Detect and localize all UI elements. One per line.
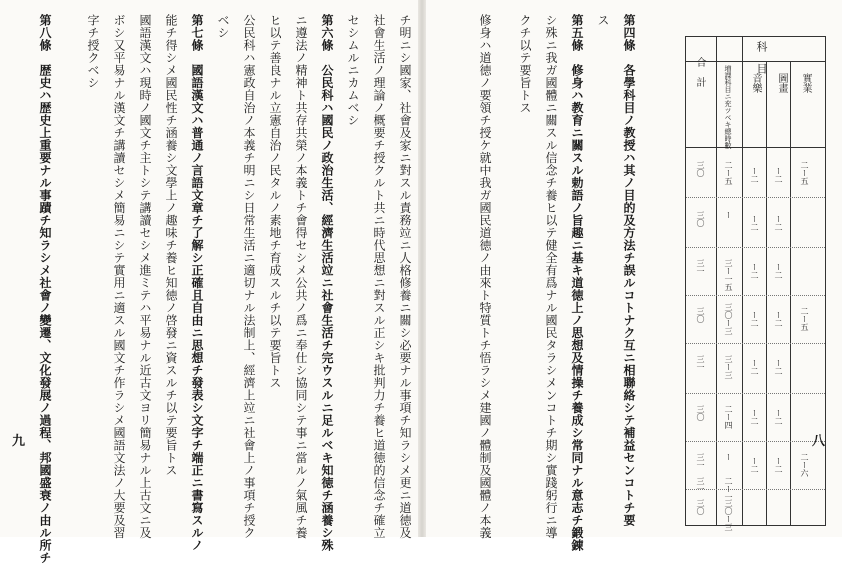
zuga-cell: ー二: [774, 457, 783, 473]
book-gutter: [418, 0, 426, 537]
left-col-10: 能チ得シメ國民性チ涵養シ文學上ノ趣味チ養ヒ知徳ノ啓發ニ資スルチ以テ要旨トス: [164, 14, 178, 477]
jitsugyo-cell: 二ー五: [800, 161, 809, 185]
zuga-cell: ー二: [774, 167, 783, 183]
left-col-9: 第七條 國語漢文ハ普通ノ言語文章チ了解シ正確且自由ニ思想チ發表シ文字チ端正ニ書寫スルノ: [190, 14, 204, 552]
zuga-cell: ー二: [774, 311, 783, 327]
ongaku-cell: ー二: [750, 263, 759, 279]
increase-cell: ー: [724, 211, 733, 219]
total-cell: 三一: [696, 477, 705, 493]
table-vline-4: [790, 61, 791, 525]
right-col-2: ス: [596, 14, 610, 27]
right-col-6: 修身ハ道徳ノ要領チ授ケ就中我ガ國民道徳ノ由來ト特質トチ悟ラシメ建國ノ體制及國體ノ本義: [478, 14, 492, 539]
left-col-14: 第八條 歴史ハ歴史上重要ナル事蹟チ知ラシメ社會ノ變遷、文化發展ノ過程、邦國盛衰ノ由ル所チ: [38, 14, 52, 564]
row-sep: [686, 197, 825, 198]
subject-zuga: 圖畫: [776, 73, 787, 93]
total-cell: 三〇: [696, 161, 705, 177]
increase-cell: 二ー五: [724, 161, 733, 185]
right-col-1: 第四條 各學科目ノ教授ハ其ノ目的及方法チ誤ルコトナク互ニ相聯絡シテ補益センコトチ要: [622, 14, 636, 527]
total-cell: 三〇: [696, 307, 705, 323]
ongaku-cell: ー二: [750, 359, 759, 375]
total-cell: 三一: [696, 355, 705, 371]
increase-cell: 二ー四: [724, 405, 733, 429]
row-sep: [686, 295, 825, 296]
right-col-4: シ殊ニ我ガ國體ニ關スル信念チ養ヒ以テ健全有爲ナル國民タラシメンコトチ期シ實踐躬行ニ導: [544, 14, 558, 539]
row-sep: [686, 393, 825, 394]
total-cell: 三〇: [696, 211, 705, 227]
left-col-4: 第六條 公民科ハ國民ノ政治生活、經濟生活竝ニ社會生活チ完ウスルニ足ルベキ知徳チ涵養シ殊: [320, 14, 334, 552]
increase-cell: 三ー一五: [724, 259, 733, 291]
ongaku-cell: ー二: [750, 457, 759, 473]
left-col-2: 社會生活ノ理論ノ概要チ授クルト共ニ時代思想ニ對スル正シキ批判力チ養ヒ道徳的信念チ確立: [372, 14, 386, 539]
left-col-13: 字チ授クベシ: [86, 14, 100, 89]
left-page-number: 九: [12, 434, 26, 449]
left-col-5: ニ遵法ノ精神ト共存共榮ノ本義トチ會得セシメ公共ノ爲ニ奉仕シ協同シテ事ニ當ルノ氣風チ養: [294, 14, 308, 539]
increase-cell: ー: [724, 453, 733, 461]
hours-table: [685, 36, 826, 531]
subject-jitsugyo: 實業: [800, 73, 811, 93]
left-col-12: ボシ又平易ナル漢文チ講讀セシメ簡易ニシテ實用ニ適スル國文チ作ラシメ國語文法ノ大要及習: [112, 14, 126, 539]
ongaku-cell: ー二: [750, 409, 759, 425]
right-page-number: 八: [812, 434, 826, 449]
left-col-8: ベシ: [216, 14, 230, 39]
total-cell: 三一: [696, 453, 705, 469]
total-cell: 三〇: [696, 405, 705, 421]
left-col-7: 公民科ハ憲政自治ノ本義チ明ニシ日常生活ニ適切ナル法制上、經濟上竝ニ社會上ノ事項チ授ク: [242, 14, 256, 539]
total-cell: 三一: [696, 259, 705, 275]
right-col-5: クチ以テ要旨トス: [518, 14, 532, 114]
right-col-3: 第五條 修身ハ教育ニ關スル勅語ノ旨趣ニ基キ道徳上ノ思想及情操チ養成シ常同ナル意志チ鍛錬: [570, 14, 584, 552]
total-cell: 三〇: [696, 499, 705, 515]
jitsugyo-cell: 二ー六: [800, 453, 809, 477]
ongaku-cell: ー二: [750, 167, 759, 183]
left-col-1: チ明ニシ國家、社會及家ニ對スル責務竝ニ人格修養ニ關シ必要ナル事項チ知ラシメ更ニ道徳及: [398, 14, 412, 539]
left-col-11: 國語漢文ハ現時ノ國文チ主トシテ講讀セシメ進ミテハ平易ナル近古文ヨリ簡易ナル上古文ニ及: [138, 14, 152, 539]
increase-hours-label: 増課科目ニ充ツベキ總時數: [724, 65, 732, 149]
table-header-subjects: 科 目: [755, 41, 768, 74]
table-vline-1: [716, 37, 717, 525]
increase-cell: 三〇ー三: [724, 499, 733, 531]
subject-ongaku: 音樂: [750, 73, 761, 93]
row-sep: [686, 343, 825, 344]
ongaku-cell: ー二: [750, 311, 759, 327]
table-vline-3: [766, 61, 767, 525]
left-col-6: ヒ以テ善良ナル立憲自治ノ民タルノ素地チ育成スルチ以テ要旨トス: [268, 14, 282, 389]
increase-cell: 三〇ー三: [724, 303, 733, 335]
increase-cell: 三ー三: [724, 355, 733, 379]
zuga-cell: ー二: [774, 263, 783, 279]
row-sep: [686, 247, 825, 248]
zuga-cell: ー二: [774, 359, 783, 375]
zuga-cell: ー二: [774, 409, 783, 425]
left-col-3: セシムルニカムベシ: [346, 14, 360, 127]
table-vline-2: [742, 37, 743, 525]
row-sep: [686, 489, 825, 490]
row-sep: [686, 441, 825, 442]
ongaku-cell: ー二: [750, 215, 759, 231]
total-label: 合 計: [694, 57, 705, 87]
increase-cell: 二ー一: [724, 477, 733, 501]
zuga-cell: ー二: [774, 215, 783, 231]
jitsugyo-cell: 二ー五: [800, 307, 809, 331]
